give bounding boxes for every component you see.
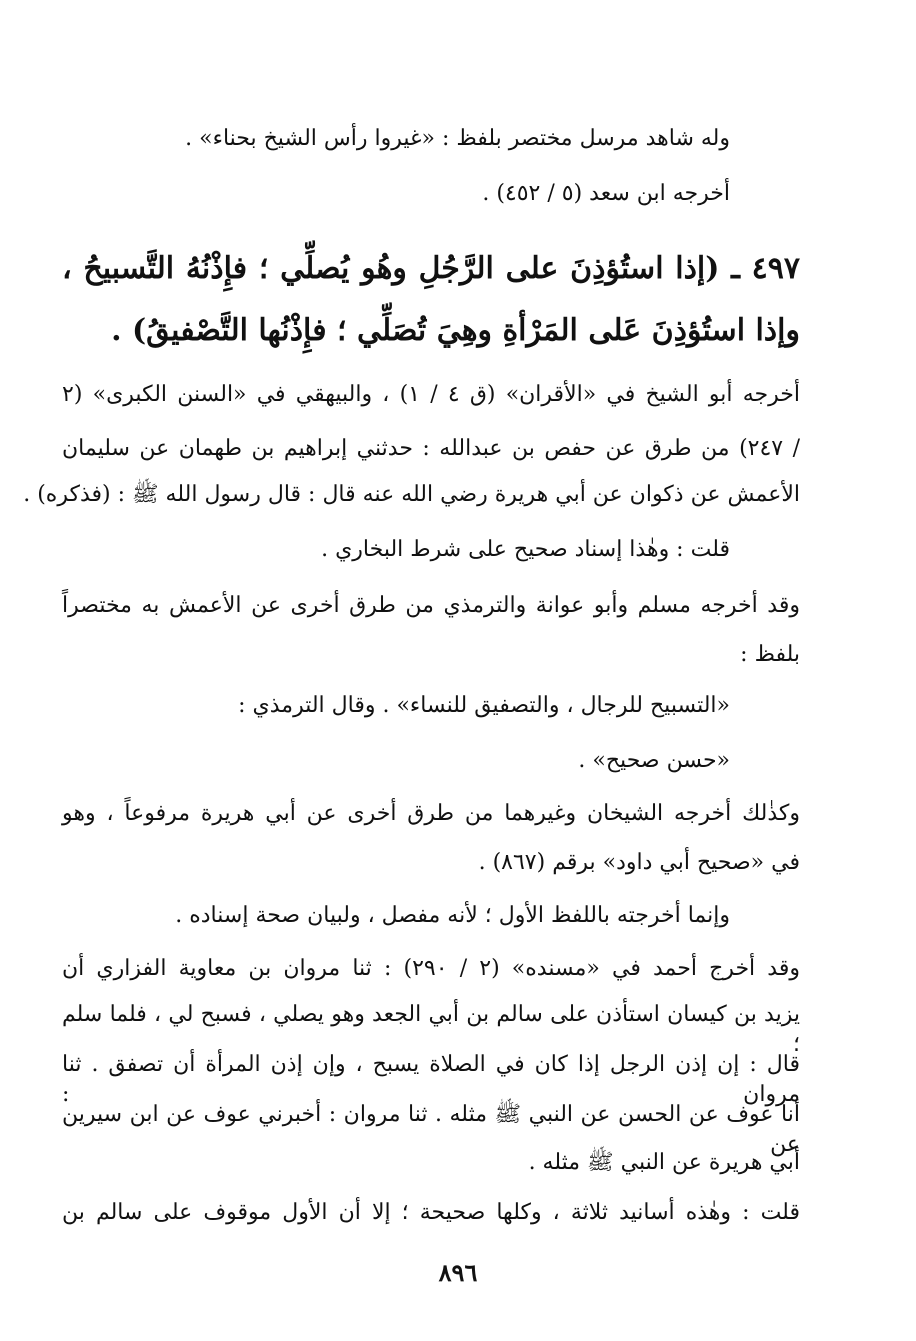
text-line: أخرجه ابن سعد (٥ / ٤٥٢) . <box>482 181 730 206</box>
text-line: بلفظ : <box>740 642 800 667</box>
text-line: أخرجه أبو الشيخ في «الأقران» (ق ٤ / ١) ، والبيهقي في «السنن الكبرى» (٢ <box>62 382 800 407</box>
text-line: «التسبيح للرجال ، والتصفيق للنساء» . وقال الترمذي : <box>238 693 730 718</box>
text-line: وقد أخرج أحمد في «مسنده» (٢ / ٢٩٠) : ثنا مروان بن معاوية الفزاري أن <box>62 956 800 981</box>
text-line: يزيد بن كيسان استأذن على سالم بن أبي الجعد وهو يصلي ، فسبح لي ، فلما سلم ؛ <box>62 1002 800 1057</box>
text-line: وله شاهد مرسل مختصر بلفظ : «غيروا رأس الشيخ بحناء» . <box>185 126 730 151</box>
text-line: وكذٰلك أخرجه الشيخان وغيرهما من طرق أخرى عن أبي هريرة مرفوعاً ، وهو <box>62 801 800 826</box>
hadith-heading-line: ٤٩٧ ـ (إذا استُؤذِنَ على الرَّجُلِ وهُو يُصلِّي ؛ فإِذْنُهُ التَّسبيحُ ، <box>62 251 800 286</box>
text-line: قال : إن إذن الرجل إذا كان في الصلاة يسبح ، وإن إذن المرأة أن تصفق . ثنا مروان : <box>62 1052 800 1107</box>
hadith-heading-line: وإذا استُؤذِنَ عَلى المَرْأةِ وهِيَ تُصَلِّي ؛ فإِذْنُها التَّصْفيقُ) . <box>111 313 800 348</box>
text-line: قلت : وهٰذه أسانيد ثلاثة ، وكلها صحيحة ؛ إلا أن الأول موقوف على سالم بن <box>62 1200 800 1225</box>
text-line: قلت : وهٰذا إسناد صحيح على شرط البخاري . <box>321 537 730 562</box>
text-line: الأعمش عن ذكوان عن أبي هريرة رضي الله عنه قال : قال رسول الله ﷺ : (فذكره) . <box>23 482 800 507</box>
text-line: «حسن صحيح» . <box>578 748 730 773</box>
text-line: أبي هريرة عن النبي ﷺ مثله . <box>528 1150 800 1175</box>
text-line: وإنما أخرجته باللفظ الأول ؛ لأنه مفصل ، ولبيان صحة إسناده . <box>175 903 730 928</box>
text-line: وقد أخرجه مسلم وأبو عوانة والترمذي من طرق أخرى عن الأعمش به مختصراً <box>62 593 800 618</box>
text-line: أنا عوف عن الحسن عن النبي ﷺ مثله . ثنا مروان : أخبرني عوف عن ابن سيرين عن <box>62 1102 800 1157</box>
text-line: / ٢٤٧) من طرق عن حفص بن عبدالله : حدثني إبراهيم بن طهمان عن سليمان <box>62 436 801 461</box>
page-number: ٨٩٦ <box>438 1258 478 1287</box>
text-line: في «صحيح أبي داود» برقم (٨٦٧) . <box>478 850 800 875</box>
